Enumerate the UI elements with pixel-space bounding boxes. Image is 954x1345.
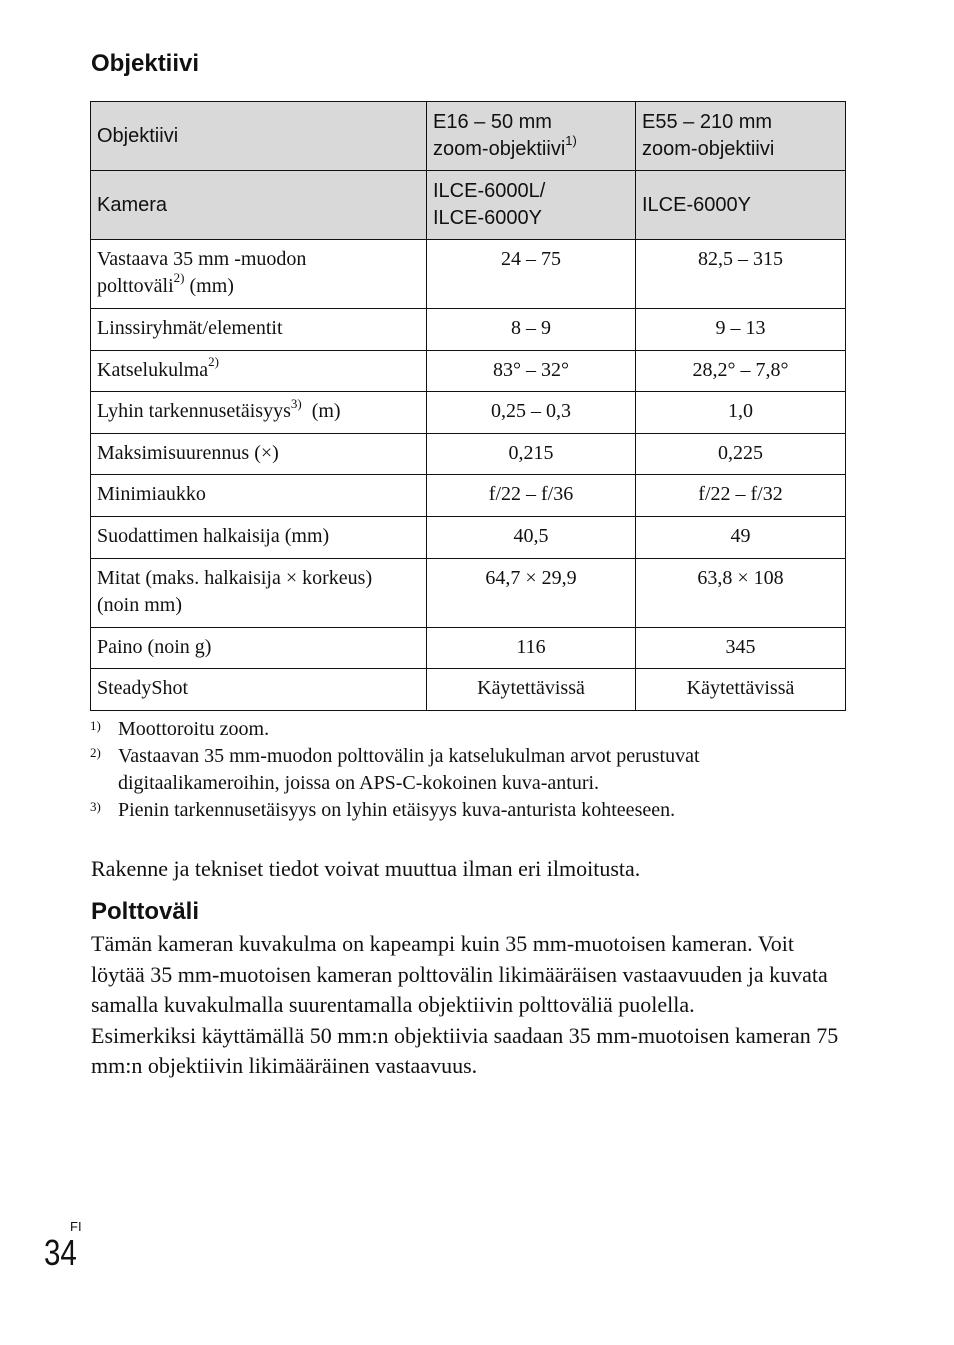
row-label: Vastaava 35 mm -muodon polttoväli$^{2)}$ (mm) bbox=[91, 240, 427, 309]
table-row bbox=[91, 669, 846, 711]
row-value-lens-2: 0,225 bbox=[636, 433, 846, 475]
row-value-lens-1: 64,7 × 29,9 bbox=[427, 558, 636, 627]
focal-paragraph: Esimerkiksi käyttämällä 50 mm:n objektiivia saadaan 35 mm-muotoisen kameran 75 mm:n objektiivin likimääräinen vastaavuus. bbox=[91, 1022, 839, 1079]
header-label: Objektiivi bbox=[91, 102, 427, 171]
footnote: 2) Vastaavan 35 mm-muodon polttovälin ja katselukulman arvot perustuvat digitaalikameroihin, joissa on APS-C-kokoinen kuva-anturi. bbox=[90, 745, 700, 794]
row-value-lens-1: 0,215 bbox=[427, 433, 636, 475]
row-value-lens-2: 9 – 13 bbox=[636, 309, 846, 351]
camera-label: Kamera bbox=[91, 171, 427, 240]
header-lens-1: E16 – 50 mm zoom-objektiivi$^{1)}$ bbox=[427, 102, 636, 171]
row-value-lens-1: Käytettävissä bbox=[427, 669, 636, 711]
row-value-lens-2: 28,2° – 7,8° bbox=[636, 350, 846, 392]
row-label: Maksimisuurennus (×) bbox=[91, 433, 427, 475]
row-value-lens-1: 40,5 bbox=[427, 516, 636, 558]
table-row bbox=[91, 627, 846, 669]
table-row bbox=[91, 350, 846, 392]
footnote: 3) Pienin tarkennusetäisyys on lyhin etäisyys kuva-anturista kohteeseen. bbox=[90, 799, 676, 821]
row-label: Minimiaukko bbox=[91, 475, 427, 517]
focal-section-body bbox=[91, 929, 851, 1082]
row-value-lens-1: 83° – 32° bbox=[427, 350, 636, 392]
change-notice: Rakenne ja tekniset tiedot voivat muuttua ilman eri ilmoitusta. bbox=[91, 856, 641, 881]
row-label: SteadyShot bbox=[91, 669, 427, 711]
camera-lens-2: ILCE-6000Y bbox=[636, 171, 846, 240]
table-row bbox=[91, 240, 846, 309]
row-value-lens-1: 8 – 9 bbox=[427, 309, 636, 351]
table-row bbox=[91, 392, 846, 434]
language-code: FI bbox=[70, 1219, 82, 1234]
focal-section-title: Polttoväli bbox=[91, 898, 200, 925]
focal-paragraph: Tämän kameran kuvakulma on kapeampi kuin 35 mm-muotoisen kameran. Voit löytää 35 mm-muotoisen kameran polttovälin likimääräisen vastaavuuden ja kuvata samalla kuvakulmalla suurentamalla objektiivin polttoväliä puolella. bbox=[91, 931, 828, 1018]
table-row bbox=[91, 309, 846, 351]
camera-lens-1: ILCE-6000L/ ILCE-6000Y bbox=[427, 171, 636, 240]
table-camera-row bbox=[91, 171, 846, 240]
footnote: 1) Moottoroitu zoom. bbox=[90, 718, 270, 740]
section-title: Objektiivi bbox=[91, 50, 200, 77]
table-row bbox=[91, 433, 846, 475]
row-label: Linssiryhmät/elementit bbox=[91, 309, 427, 351]
row-label: Lyhin tarkennusetäisyys$^{3)}$ (m) bbox=[91, 392, 427, 434]
row-label: Katselukulma$^{2)}$ bbox=[91, 350, 427, 392]
row-value-lens-2: 49 bbox=[636, 516, 846, 558]
row-value-lens-2: 345 bbox=[636, 627, 846, 669]
row-value-lens-2: 63,8 × 108 bbox=[636, 558, 846, 627]
table-header-row bbox=[91, 102, 846, 171]
header-lens-2: E55 – 210 mm zoom-objektiivi bbox=[636, 102, 846, 171]
row-label: Mitat (maks. halkaisija × korkeus) (noin mm) bbox=[91, 558, 427, 627]
page-number: 34 bbox=[44, 1232, 77, 1273]
row-value-lens-2: 1,0 bbox=[636, 392, 846, 434]
lens-spec-table bbox=[90, 101, 846, 711]
row-value-lens-1: 24 – 75 bbox=[427, 240, 636, 309]
table-row bbox=[91, 475, 846, 517]
row-value-lens-2: 82,5 – 315 bbox=[636, 240, 846, 309]
footnotes bbox=[90, 716, 850, 824]
row-value-lens-2: f/22 – f/32 bbox=[636, 475, 846, 517]
row-label: Paino (noin g) bbox=[91, 627, 427, 669]
table-row bbox=[91, 558, 846, 627]
row-value-lens-1: 0,25 – 0,3 bbox=[427, 392, 636, 434]
row-value-lens-1: f/22 – f/36 bbox=[427, 475, 636, 517]
row-value-lens-1: 116 bbox=[427, 627, 636, 669]
table-row bbox=[91, 516, 846, 558]
row-label: Suodattimen halkaisija (mm) bbox=[91, 516, 427, 558]
row-value-lens-2: Käytettävissä bbox=[636, 669, 846, 711]
